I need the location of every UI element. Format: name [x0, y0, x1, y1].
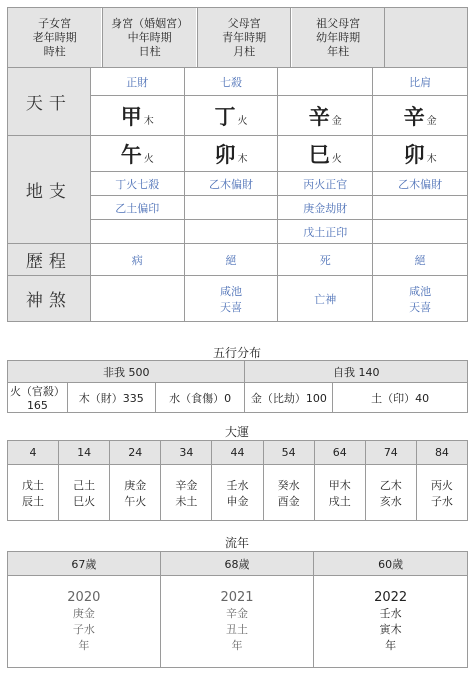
dayun-cell: 甲木 戌土: [314, 465, 365, 521]
life-year: 病: [90, 244, 184, 276]
hidden-month-2: [184, 196, 278, 220]
liunian-title: 流年: [224, 536, 249, 550]
stem-month: 丁 火: [184, 96, 278, 136]
dayun-age: 4: [8, 441, 59, 465]
hidden-hour-3: [373, 220, 468, 244]
branch-year: 午 火: [90, 136, 184, 172]
dayun-cell: 己土 巳火: [59, 465, 110, 521]
branch-day: 巳 火: [278, 136, 373, 172]
wuxing-group-other: 非我 500: [8, 361, 245, 383]
hidden-day-2: 庚金劫財: [278, 196, 373, 220]
liunian-cell: 2020 庚金 子水 年: [8, 576, 161, 668]
wuxing-metal: 金（比劫）100: [245, 383, 333, 413]
liunian-age: 68歲: [160, 552, 314, 576]
dayun-cell: 庚金 午火: [110, 465, 161, 521]
wuxing-earth: 土（印）40: [333, 383, 468, 413]
dayun-age: 84: [416, 441, 467, 465]
tengod-month: 七殺: [184, 68, 278, 96]
liunian-cell: 2022 壬水 寅木 年: [314, 576, 468, 668]
dayun-age: 64: [314, 441, 365, 465]
life-hour: 絕: [373, 244, 468, 276]
dayun-age: 14: [59, 441, 110, 465]
row-label-life: 歷程: [8, 244, 91, 276]
dayun-age: 34: [161, 441, 212, 465]
branch-hour: 卯 木: [373, 136, 468, 172]
tengod-day: [278, 68, 373, 96]
row-label-earth: 地支: [8, 136, 91, 244]
wuxing-fire: 火（官殺）165: [8, 383, 68, 413]
branch-month: 卯 木: [184, 136, 278, 172]
dayun-cell: 戊土 辰土: [8, 465, 59, 521]
wuxing-water: 水（食傷）0: [155, 383, 245, 413]
gods-hour: 咸池 天喜: [373, 276, 468, 322]
wuxing-wood: 木（財）335: [67, 383, 155, 413]
row-label-heaven: 天干: [8, 68, 91, 136]
liunian-age: 67歲: [8, 552, 161, 576]
dayun-cell: 乙木 亥水: [365, 465, 416, 521]
wuxing-title: 五行分布: [212, 346, 261, 360]
dayun-age: 74: [365, 441, 416, 465]
liunian-table: [7, 551, 468, 668]
hidden-day-1: 丙火正官: [278, 172, 373, 196]
wuxing-table: [7, 360, 468, 413]
pillars-body-table: [7, 67, 468, 322]
wuxing-group-self: 自我 140: [245, 361, 468, 383]
tengod-hour: 比肩: [373, 68, 468, 96]
dayun-cell: 癸水 酉金: [263, 465, 314, 521]
liunian-age: 60歲: [314, 552, 468, 576]
hidden-year-2: 乙土偏印: [90, 196, 184, 220]
hidden-hour-2: [373, 196, 468, 220]
pillar-header-month: 父母宮 青年時期 月柱: [197, 8, 291, 68]
gods-year: [90, 276, 184, 322]
life-month: 絕: [184, 244, 278, 276]
hidden-month-1: 乙木偏財: [184, 172, 278, 196]
pillar-header-year: 祖父母宮 幼年時期 年柱: [291, 8, 385, 68]
hidden-year-1: 丁火七殺: [90, 172, 184, 196]
dayun-age: 44: [212, 441, 263, 465]
corner-cell: [385, 8, 468, 68]
dayun-title: 大運: [224, 425, 249, 439]
stem-year: 甲 木: [90, 96, 184, 136]
life-day: 死: [278, 244, 373, 276]
hidden-day-3: 戊土正印: [278, 220, 373, 244]
hidden-year-3: [90, 220, 184, 244]
pillars-body: [7, 67, 468, 325]
stem-day: 辛 金: [278, 96, 373, 136]
dayun-age: 24: [110, 441, 161, 465]
dayun-age: 54: [263, 441, 314, 465]
gods-month: 咸池 天喜: [184, 276, 278, 322]
pillars-table: [7, 7, 468, 68]
dayun-cell: 丙火 子水: [416, 465, 467, 521]
gods-day: 亡神: [278, 276, 373, 322]
row-label-gods: 神煞: [8, 276, 91, 322]
pillar-header-day: 身宮（婚姻宮） 中年時期 日柱: [102, 8, 197, 68]
dayun-cell: 壬水 申金: [212, 465, 263, 521]
dayun-cell: 辛金 未土: [161, 465, 212, 521]
dayun-table: [7, 440, 468, 521]
tengod-year: 正財: [90, 68, 184, 96]
liunian-cell: 2021 辛金 丑土 年: [160, 576, 314, 668]
hidden-hour-1: 乙木偏財: [373, 172, 468, 196]
hidden-month-3: [184, 220, 278, 244]
pillar-header-hour: 子女宮 老年時期 時柱: [8, 8, 103, 68]
stem-hour: 辛 金: [373, 96, 468, 136]
